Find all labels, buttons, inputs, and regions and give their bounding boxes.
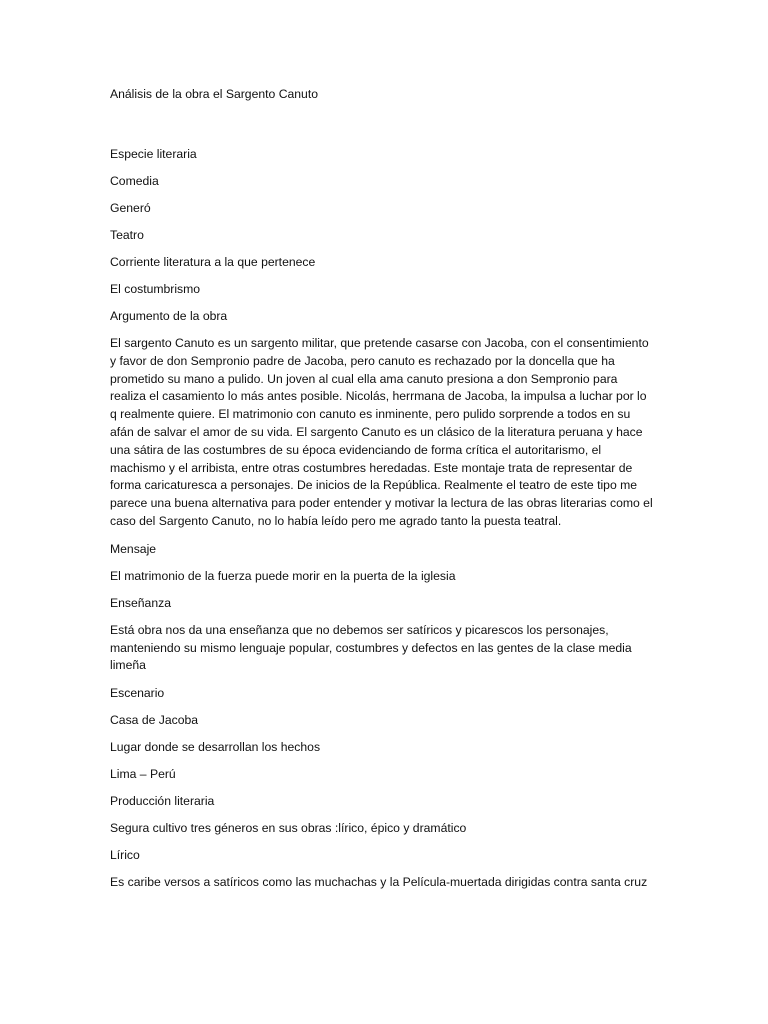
document-content xyxy=(110,86,656,902)
heading-corriente-literaria: Corriente literatura a la que pertenece xyxy=(110,255,316,269)
heading-mensaje: Mensaje xyxy=(110,541,157,556)
heading-genero: Generó xyxy=(110,201,151,215)
heading-lirico: Lírico xyxy=(110,848,140,863)
value-mensaje: El matrimonio de la fuerza puede morir en la puerta de la iglesia xyxy=(110,568,456,583)
value-lugar: Lima – Perú xyxy=(110,767,176,782)
value-comedia: Comedia xyxy=(110,174,159,188)
heading-escenario: Escenario xyxy=(110,686,165,701)
document-title: Análisis de la obra el Sargento Canuto xyxy=(110,87,318,101)
paragraph-argumento: El sargento Canuto es un sargento militar, que pretende casarse con Jacoba, con el consentimiento y favor de don Sempronio padre de Jacoba, pero canuto es rechazado por la doncella que ha prometido su mano a pulido. Un joven al cual ella ama canuto presiona a don Sempronio para realiza el casamiento lo más antes posible. Nicolás, herrmana de Jacoba, la impulsa a luchar por lo q realmente quiere. El matrimonio con canuto es inminente, pero pulido sorprende a todos en su afán de salvar el amor de su vida. El sargento Canuto es un clásico de la literatura peruana y hace una sátira de las costumbres de su época evidenciando de forma crítica el autoritarismo, el machismo y el arribista, entre otras costumbres heredadas. Este montaje trata de representar de forma caricaturesca a personajes. De inicios de la República. Realmente el teatro de este tipo me parece una buena alternativa para poder entender y motivar la lectura de las obras literarias como el caso del Sargento Canuto, no lo había leído pero me agrado tanto la puesta teatral. xyxy=(110,336,653,528)
heading-produccion-literaria: Producción literaria xyxy=(110,794,215,809)
value-costumbrismo: El costumbrismo xyxy=(110,282,201,296)
paragraph-ensenanza: Está obra nos da una enseñanza que no debemos ser satíricos y picarescos los personajes, manteniendo su mismo lenguaje popular, costumbres y defectos en las gentes de la clase media limeña xyxy=(110,622,632,673)
heading-argumento: Argumento de la obra xyxy=(110,309,228,323)
value-teatro: Teatro xyxy=(110,228,144,242)
heading-especie-literaria: Especie literaria xyxy=(110,147,197,161)
value-escenario: Casa de Jacoba xyxy=(110,713,199,728)
heading-lugar: Lugar donde se desarrollan los hechos xyxy=(110,740,321,755)
heading-ensenanza: Enseñanza xyxy=(110,595,171,610)
value-produccion-literaria: Segura cultivo tres géneros en sus obras :lírico, épico y dramático xyxy=(110,821,467,836)
paragraph-lirico: Es caribe versos a satíricos como las muchachas y la Película-muertada dirigidas contra santa cruz xyxy=(110,875,648,890)
